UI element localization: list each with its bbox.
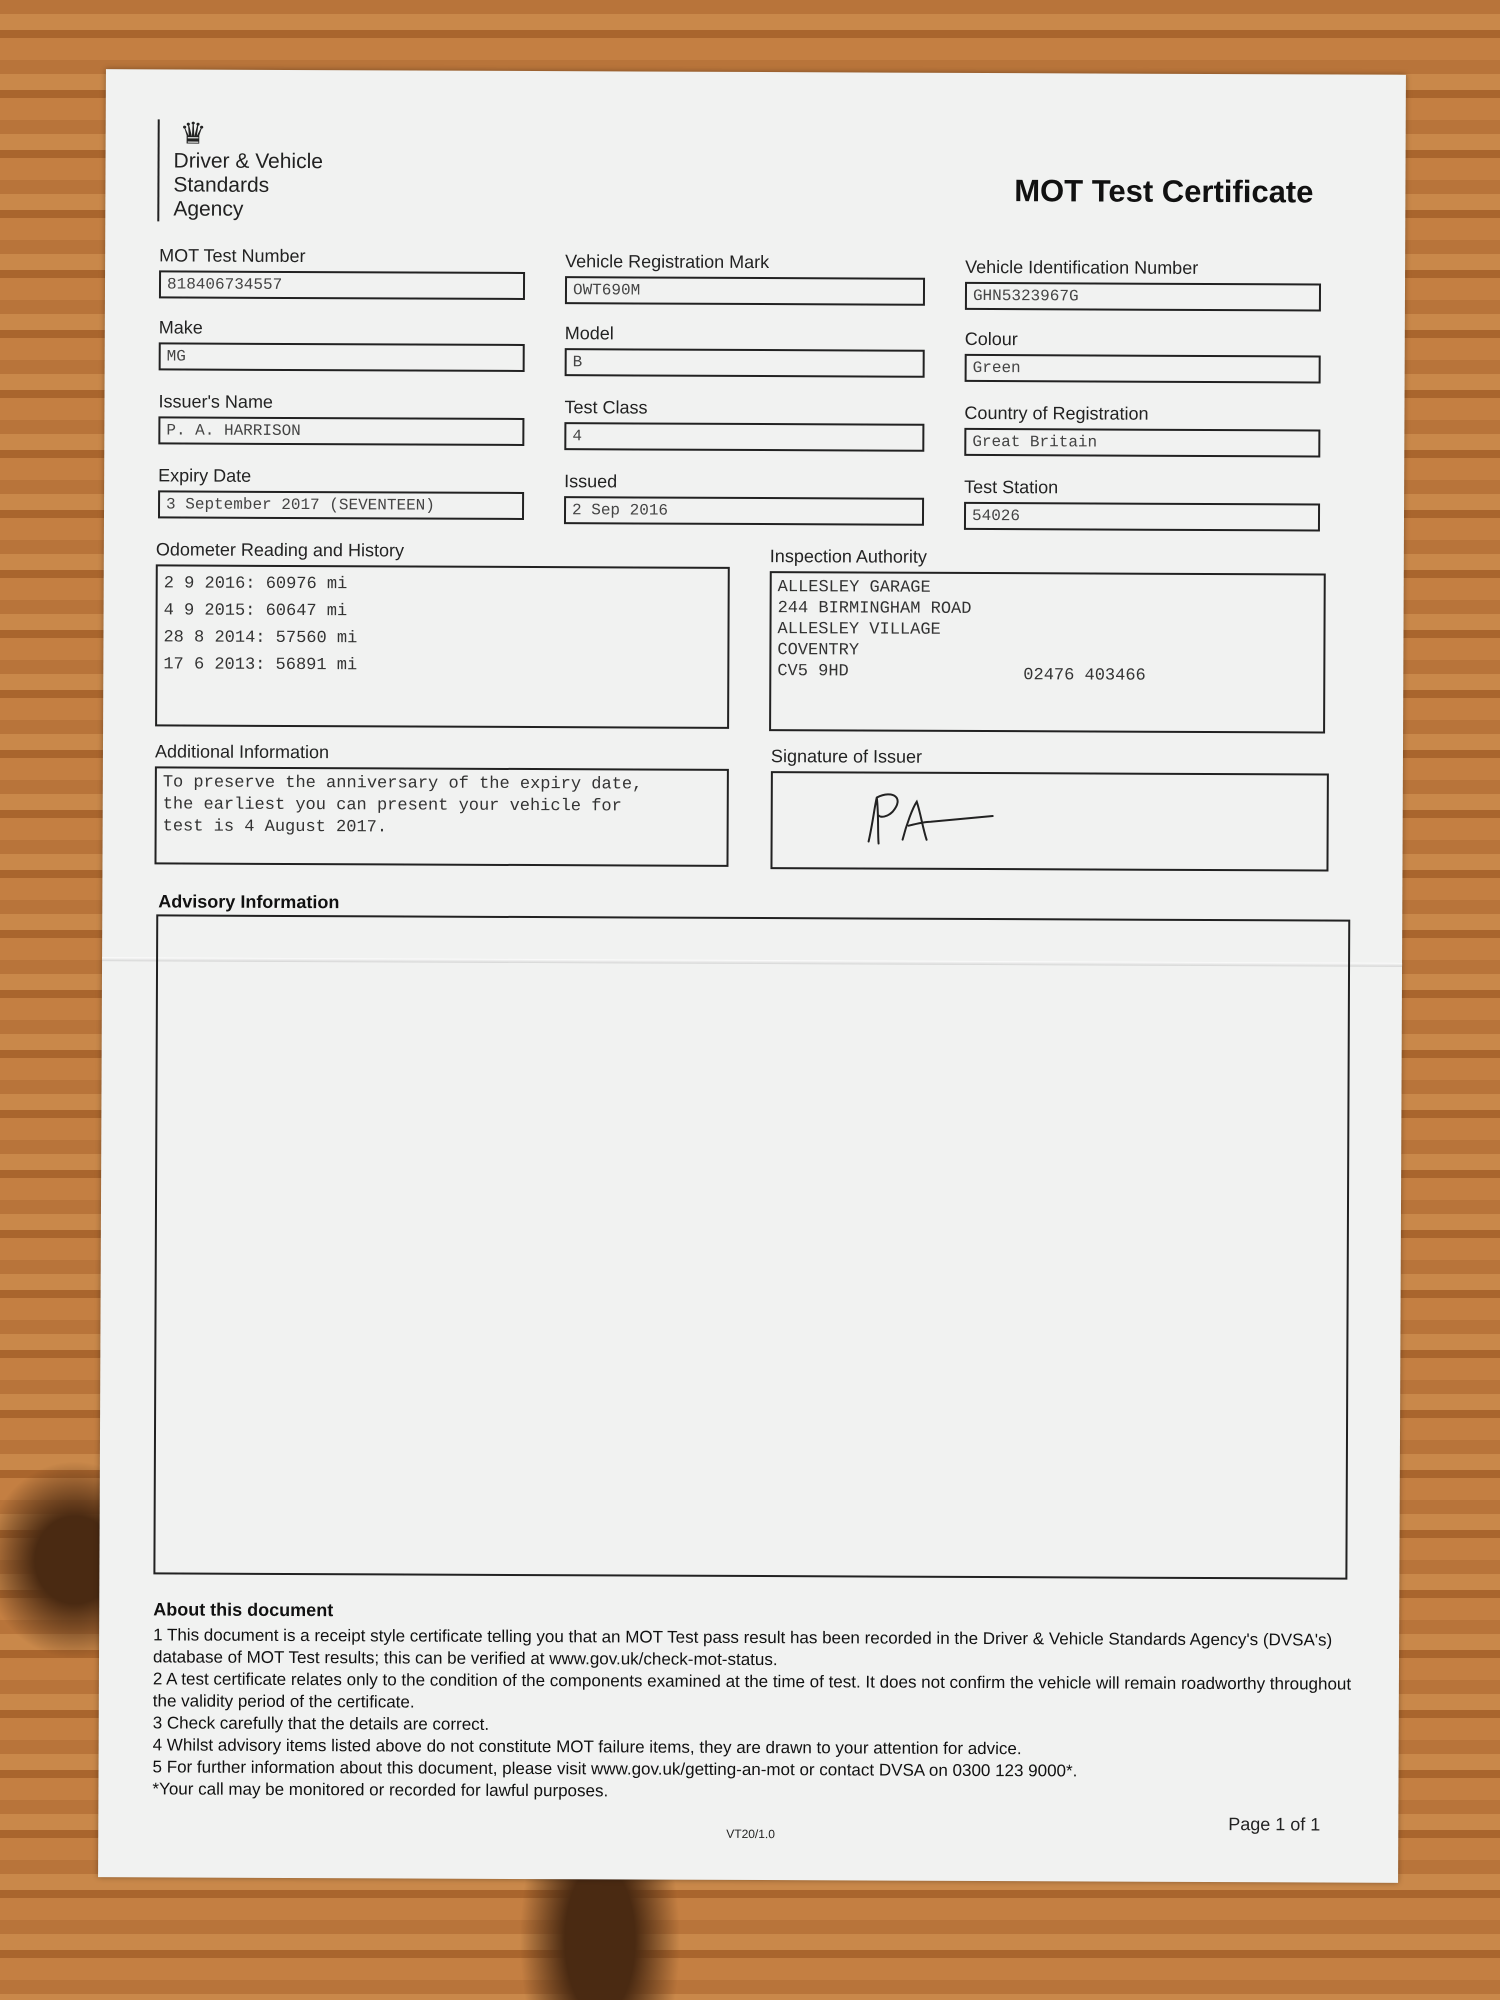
- field-label: MOT Test Number: [159, 245, 306, 267]
- address-line: ALLESLEY GARAGE: [777, 578, 931, 598]
- vin-field: [965, 257, 1321, 312]
- address-line: ALLESLEY VILLAGE: [777, 620, 941, 640]
- address-line: CV5 9HD: [777, 662, 849, 682]
- field-value: 4: [564, 422, 924, 452]
- field-value: GHN5323967G: [965, 282, 1321, 312]
- field-value: B: [565, 348, 925, 378]
- odometer-entry: 2 9 2016: 60976 mi: [163, 574, 348, 595]
- odometer-history-box: [155, 564, 730, 729]
- about-item: 3 Check carefully that the details are correct.: [152, 1713, 490, 1734]
- field-label: Test Class: [564, 397, 648, 418]
- country-field: [964, 403, 1320, 458]
- about-footnote: *Your call may be monitored or recorded for lawful purposes.: [152, 1779, 609, 1801]
- advisory-box: [153, 914, 1350, 1579]
- odometer-entry: 28 8 2014: 57560 mi: [163, 628, 358, 649]
- form-code: VT20/1.0: [726, 1826, 775, 1842]
- inspection-authority-section: [769, 546, 1326, 733]
- field-label: Country of Registration: [964, 402, 1149, 424]
- vrm-field: [565, 251, 925, 306]
- odometer-label: Odometer Reading and History: [155, 539, 405, 561]
- field-value: 2 Sep 2016: [564, 496, 924, 526]
- field-label: Expiry Date: [158, 465, 252, 486]
- signature-label: Signature of Issuer: [770, 746, 923, 767]
- about-item: 5 For further information about this document, please visit www.gov.uk/getting-an-mot or contact DVSA on 0300 123 9000*.: [152, 1757, 1078, 1781]
- field-label: Test Station: [964, 476, 1059, 498]
- field-value: P. A. HARRISON: [158, 416, 524, 446]
- test-class-field: [564, 397, 924, 452]
- dvsa-logo: [157, 119, 323, 222]
- about-item: 1 This document is a receipt style certificate telling you that an MOT Test pass result has been recorded in the Driver & Vehicle Standards Agency's (DVSA's) database of MOT Test results; this can be verified at www.gov.uk/check-mot-status.: [152, 1625, 1333, 1670]
- odometer-section: [155, 539, 730, 729]
- certificate-title: MOT Test Certificate: [1014, 173, 1314, 210]
- field-label: Model: [564, 323, 614, 344]
- certificate-paper: [98, 69, 1406, 1883]
- field-label: Issued: [564, 471, 618, 492]
- address-line: 244 BIRMINGHAM ROAD: [777, 599, 972, 619]
- make-field: [159, 317, 525, 372]
- inspection-authority-box: [769, 571, 1326, 733]
- additional-info-text: To preserve the anniversary of the expiry date, the earliest you can present your vehicle for test is 4 August 2017.: [154, 766, 728, 867]
- test-station-field: [964, 477, 1320, 532]
- about-item: 4 Whilst advisory items listed above do not constitute MOT failure items, they are drawn to your attention for advice.: [152, 1735, 1022, 1759]
- inspection-authority-label: Inspection Authority: [769, 546, 927, 567]
- field-label: Vehicle Identification Number: [965, 256, 1199, 278]
- signature-section: [770, 746, 1329, 871]
- agency-name: Driver & Vehicle Standards Agency: [173, 149, 323, 221]
- field-value: Great Britain: [964, 428, 1320, 458]
- additional-info-label: Additional Information: [154, 741, 330, 763]
- field-label: Colour: [964, 328, 1018, 350]
- about-item: 2 A test certificate relates only to the condition of the components examined at the time of test. It does not confirm the vehicle will remain roadworthy throughout the validity period of the certificate.: [152, 1669, 1352, 1712]
- field-label: Make: [158, 317, 203, 338]
- odometer-entry: 17 6 2013: 56891 mi: [163, 655, 358, 676]
- signature-box: [770, 771, 1328, 871]
- field-value: 54026: [964, 502, 1320, 532]
- field-value: 3 September 2017 (SEVENTEEN): [158, 490, 524, 520]
- page-number: Page 1 of 1: [1228, 1814, 1321, 1835]
- about-section: [152, 1599, 1353, 1805]
- issued-field: [564, 471, 924, 526]
- additional-info-section: [154, 741, 729, 867]
- royal-crest-icon: ♛: [179, 117, 207, 151]
- issuer-name-field: [158, 391, 524, 446]
- model-field: [565, 323, 925, 378]
- colour-field: [965, 329, 1321, 384]
- field-value: 818406734557: [159, 270, 525, 300]
- address-line: COVENTRY: [777, 641, 860, 661]
- field-label: Vehicle Registration Mark: [565, 251, 770, 273]
- mot-test-number-field: [159, 245, 525, 300]
- field-label: Issuer's Name: [158, 391, 274, 412]
- about-title: About this document: [153, 1599, 334, 1621]
- field-value: OWT690M: [565, 276, 925, 306]
- expiry-date-field: [158, 465, 524, 520]
- field-value: MG: [159, 342, 525, 372]
- issuer-signature-image: [863, 783, 1023, 854]
- garage-phone: 02476 403466: [1023, 666, 1146, 686]
- odometer-entry: 4 9 2015: 60647 mi: [163, 601, 348, 622]
- field-value: Green: [965, 354, 1321, 384]
- advisory-label: Advisory Information: [158, 891, 340, 913]
